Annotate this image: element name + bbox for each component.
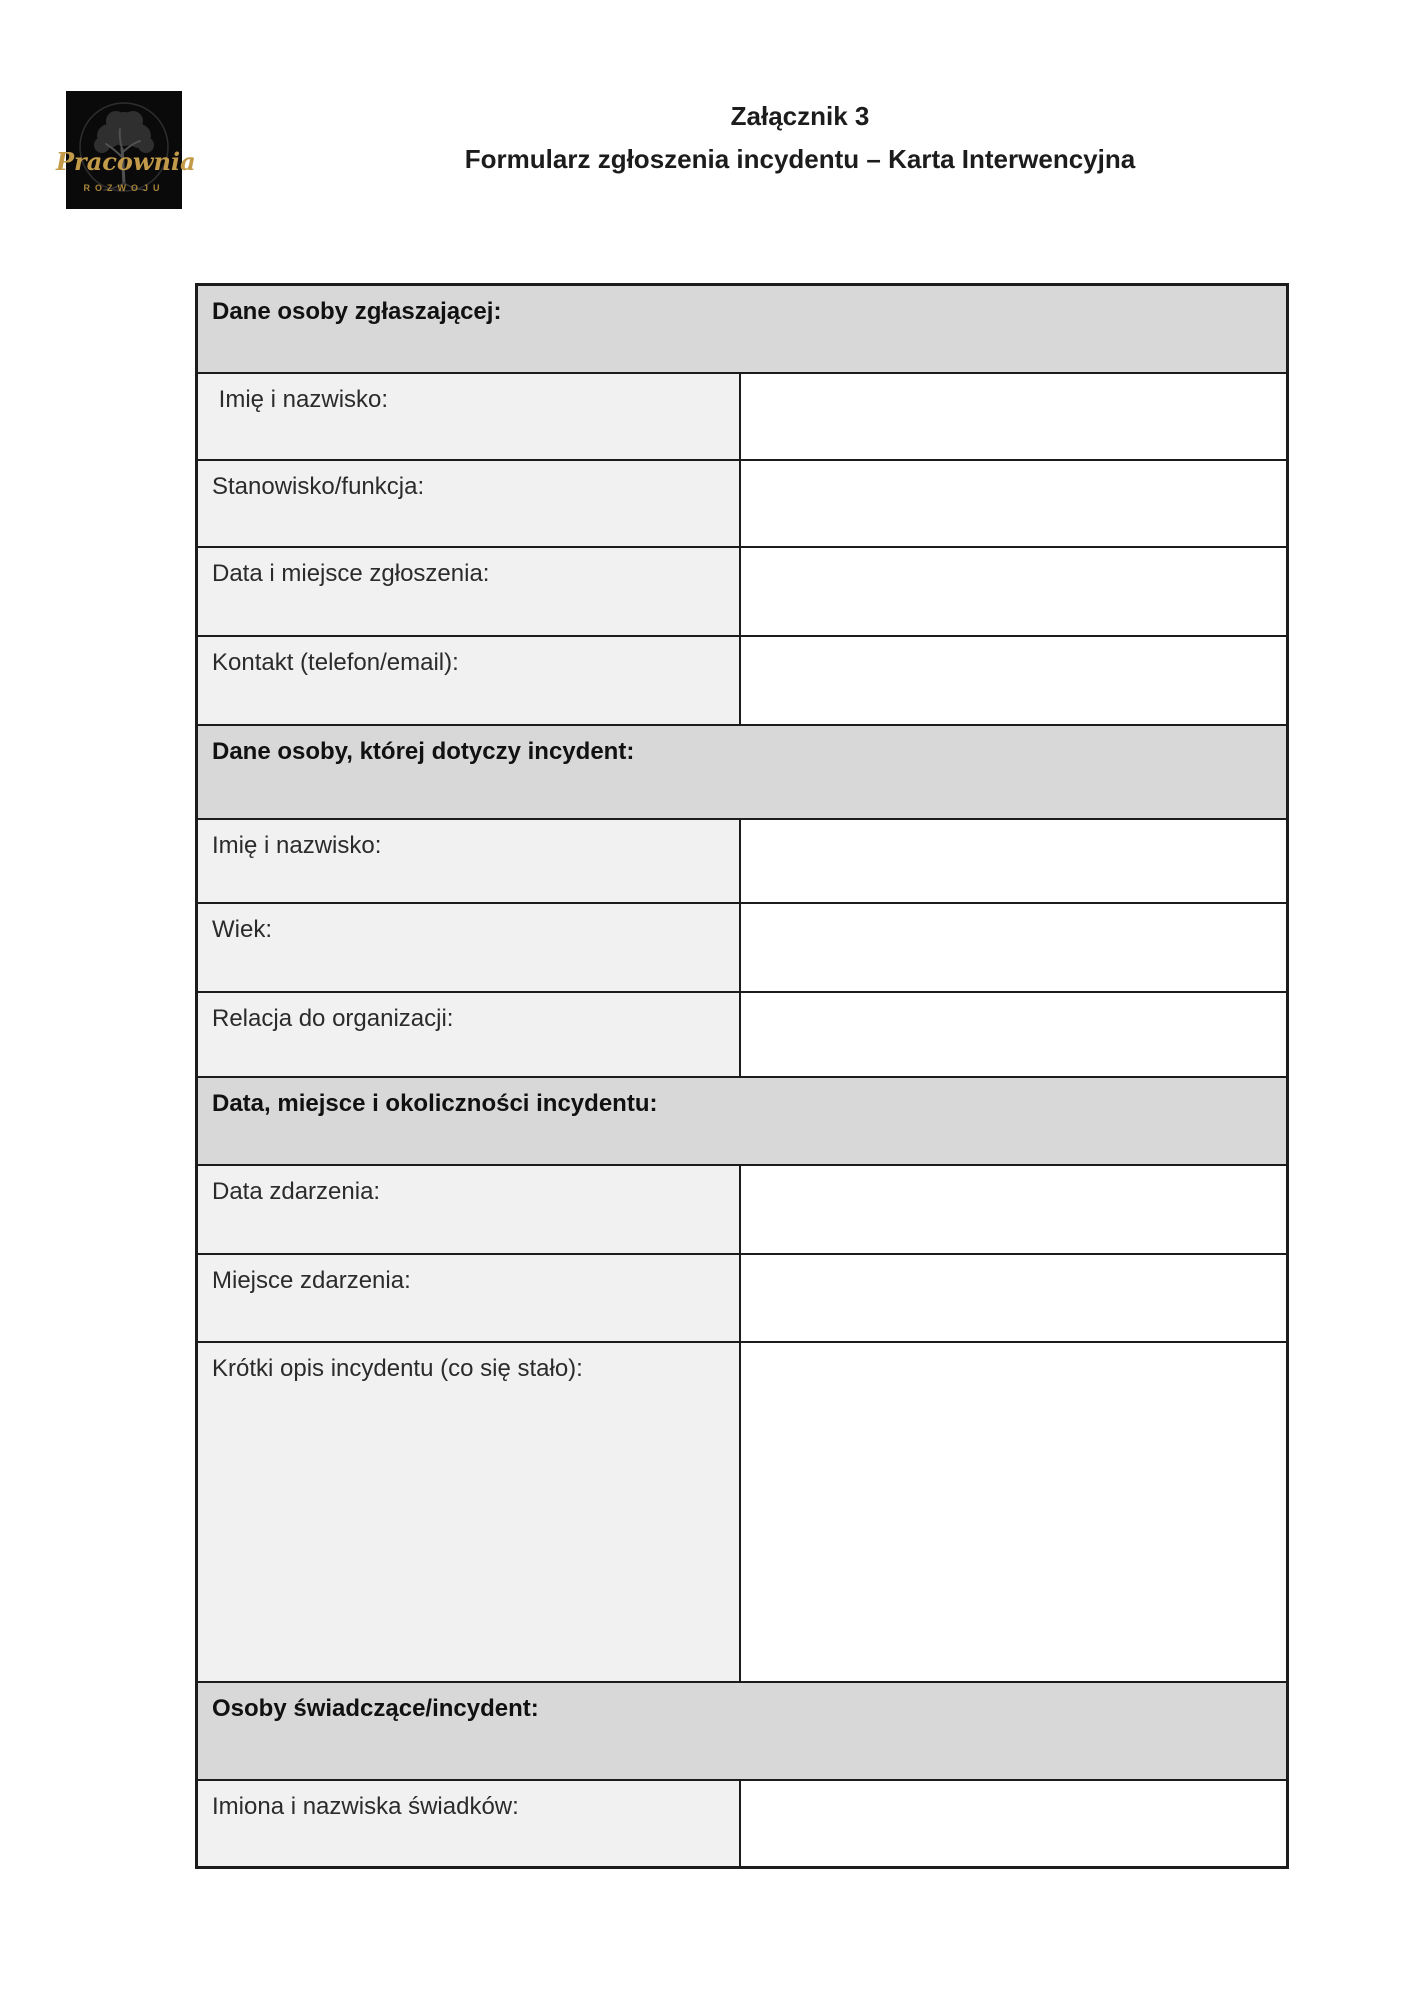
field-row bbox=[197, 1254, 1288, 1342]
input-krotki-opis[interactable] bbox=[740, 1342, 1288, 1682]
section-row bbox=[197, 1077, 1288, 1165]
field-row bbox=[197, 992, 1288, 1077]
field-label-wiek: Wiek: bbox=[197, 903, 740, 992]
organization-logo bbox=[56, 91, 196, 209]
section-row bbox=[197, 285, 1288, 373]
section-row bbox=[197, 725, 1288, 819]
input-data-zdarzenia[interactable] bbox=[740, 1165, 1288, 1254]
input-wiek[interactable] bbox=[740, 903, 1288, 992]
input-imie-nazwisko-osoba[interactable] bbox=[740, 819, 1288, 903]
input-relacja-organizacja[interactable] bbox=[740, 992, 1288, 1077]
field-row bbox=[197, 636, 1288, 725]
field-row bbox=[197, 460, 1288, 547]
field-label-imie-nazwisko-osoba: Imię i nazwisko: bbox=[197, 819, 740, 903]
section-header-swiadkowie: Osoby świadczące/incydent: bbox=[197, 1682, 1288, 1780]
input-data-miejsce-zgloszenia[interactable] bbox=[740, 547, 1288, 636]
field-row bbox=[197, 373, 1288, 460]
input-stanowisko-funkcja[interactable] bbox=[740, 460, 1288, 547]
field-label-krotki-opis: Krótki opis incydentu (co się stało): bbox=[197, 1342, 740, 1682]
field-row bbox=[197, 1780, 1288, 1868]
field-label-miejsce-zdarzenia: Miejsce zdarzenia: bbox=[197, 1254, 740, 1342]
field-label-imie-nazwisko-zglaszajacy: Imię i nazwisko: bbox=[197, 373, 740, 460]
logo-wordmark: Pracownia bbox=[56, 147, 196, 176]
input-imiona-swiadkow[interactable] bbox=[740, 1780, 1288, 1868]
field-label-data-zdarzenia: Data zdarzenia: bbox=[197, 1165, 740, 1254]
section-row bbox=[197, 1682, 1288, 1780]
section-header-osoba-incydent: Dane osoby, której dotyczy incydent: bbox=[197, 725, 1288, 819]
field-row bbox=[197, 1165, 1288, 1254]
field-row bbox=[197, 819, 1288, 903]
page-title: Formularz zgłoszenia incydentu – Karta Interwencyjna bbox=[464, 144, 1136, 174]
input-imie-nazwisko-zglaszajacy[interactable] bbox=[740, 373, 1288, 460]
field-label-stanowisko-funkcja: Stanowisko/funkcja: bbox=[197, 460, 740, 547]
section-header-reporter: Dane osoby zgłaszającej: bbox=[197, 285, 1288, 373]
field-label-imiona-swiadkow: Imiona i nazwiska świadków: bbox=[197, 1780, 740, 1868]
logo-subtitle: ROZWOJU bbox=[83, 183, 165, 193]
field-row bbox=[197, 1342, 1288, 1682]
section-header-okolicznosci: Data, miejsce i okoliczności incydentu: bbox=[197, 1077, 1288, 1165]
input-miejsce-zdarzenia[interactable] bbox=[740, 1254, 1288, 1342]
field-row bbox=[197, 547, 1288, 636]
field-row bbox=[197, 903, 1288, 992]
incident-form-table bbox=[195, 283, 1289, 1869]
field-label-data-miejsce-zgloszenia: Data i miejsce zgłoszenia: bbox=[197, 547, 740, 636]
field-label-relacja-organizacja: Relacja do organizacji: bbox=[197, 992, 740, 1077]
document-header bbox=[400, 103, 1200, 172]
field-label-kontakt: Kontakt (telefon/email): bbox=[197, 636, 740, 725]
input-kontakt[interactable] bbox=[740, 636, 1288, 725]
attachment-label: Załącznik 3 bbox=[730, 101, 870, 131]
